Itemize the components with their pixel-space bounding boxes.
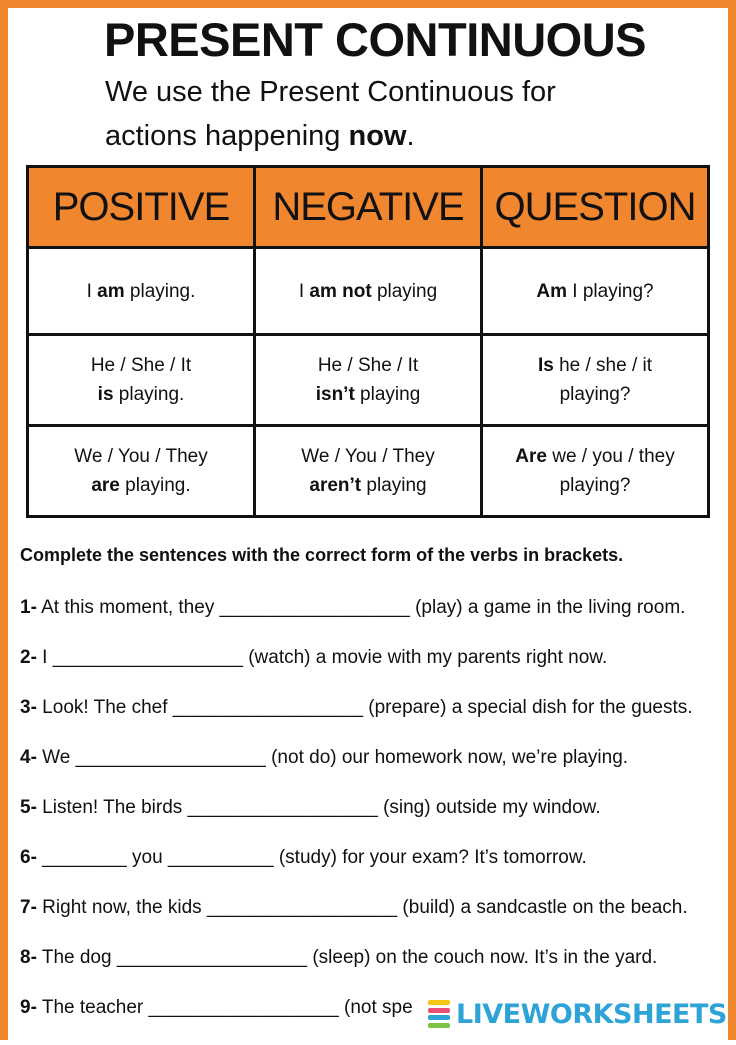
watermark <box>428 994 728 1034</box>
intro-line-2-end: . <box>406 120 415 152</box>
verb-emphasis: aren’t <box>309 475 362 496</box>
instruction: Complete the sentences with the correct form of the verbs in brackets. <box>20 545 624 565</box>
cell-negative <box>255 335 482 426</box>
cell-line <box>256 380 480 409</box>
cell-text: playing? <box>559 384 631 405</box>
exercise-sentence: Listen! The birds __________________ (sing) outside my window. <box>36 797 601 818</box>
cell-text: I <box>86 280 98 302</box>
verb-emphasis: is <box>97 384 114 405</box>
cell-line <box>483 351 707 380</box>
cell-text: playing <box>354 384 421 405</box>
exercise-number: 9- <box>20 997 37 1018</box>
intro-line-1: We use the Present Continuous for <box>105 76 556 108</box>
cell-text: playing. <box>119 475 191 496</box>
exercise-item <box>20 845 736 895</box>
exercise-sentence: Look! The chef __________________ (prepare) a special dish for the guests. <box>36 697 693 718</box>
exercise-sentence: At this moment, they __________________ (play) a game in the living room. <box>36 597 686 618</box>
intro-line-2 <box>105 114 665 158</box>
exercise-item <box>20 595 736 645</box>
exercise-number: 5- <box>20 797 37 818</box>
exercise-number: 3- <box>20 697 37 718</box>
cell-line <box>29 380 253 409</box>
verb-emphasis: Am <box>536 280 567 302</box>
exercise-item <box>20 945 736 995</box>
exercise-item <box>20 745 736 795</box>
exercise-number: 4- <box>20 747 37 768</box>
cell-text: He / She / It <box>317 355 419 376</box>
cell-text: playing <box>371 280 438 302</box>
cell-text: We / You / They <box>301 446 435 467</box>
verb-emphasis: am <box>97 280 125 302</box>
exercise-sentence: ________ you __________ (study) for your exam? It’s tomorrow. <box>36 847 587 868</box>
exercise-number: 8- <box>20 947 37 968</box>
cell-line <box>29 471 253 500</box>
table-row <box>28 426 709 517</box>
exercise-number: 2- <box>20 647 37 668</box>
cell-line <box>29 442 253 471</box>
cell-line <box>29 351 253 380</box>
verb-emphasis: Are <box>515 446 547 467</box>
cell-line <box>483 380 707 409</box>
cell-question <box>482 335 709 426</box>
cell-negative <box>255 248 482 335</box>
liveworksheets-logo-icon <box>428 1000 450 1028</box>
table-header-row <box>28 167 709 248</box>
cell-line <box>256 277 480 306</box>
exercise-sentence: I __________________ (watch) a movie with my parents right now. <box>36 647 608 668</box>
verb-emphasis: am not <box>309 280 372 302</box>
exercise-item <box>20 795 736 845</box>
cell-line <box>256 442 480 471</box>
cell-positive <box>28 248 255 335</box>
cell-text: I playing? <box>567 280 654 302</box>
cell-text: he / she / it <box>553 355 653 376</box>
verb-emphasis: Is <box>537 355 554 376</box>
cell-line <box>483 442 707 471</box>
exercise-item <box>20 895 736 945</box>
cell-text: playing? <box>559 475 631 496</box>
exercise-sentence: Right now, the kids __________________ (build) a sandcastle on the beach. <box>36 897 688 918</box>
exercise-sentence: The teacher __________________ (not spe <box>36 997 413 1018</box>
cell-positive <box>28 335 255 426</box>
table-row <box>28 335 709 426</box>
exercise-item <box>20 695 736 745</box>
exercise-item <box>20 645 736 695</box>
header-negative: NEGATIVE <box>255 167 482 248</box>
verb-emphasis: isn’t <box>315 384 355 405</box>
grammar-table <box>26 165 710 518</box>
exercise-number: 1- <box>20 597 37 618</box>
cell-line <box>256 471 480 500</box>
intro-text <box>105 70 665 158</box>
cell-negative <box>255 426 482 517</box>
cell-text: We / You / They <box>74 446 208 467</box>
verb-emphasis: are <box>91 475 120 496</box>
page-title: PRESENT CONTINUOUS <box>104 13 646 66</box>
cell-text: we / you / they <box>546 446 675 467</box>
intro-line-2-start: actions happening <box>105 120 349 152</box>
cell-line <box>483 471 707 500</box>
cell-text: playing. <box>124 280 196 302</box>
header-positive: POSITIVE <box>28 167 255 248</box>
cell-text: I <box>298 280 310 302</box>
cell-text: playing <box>361 475 427 496</box>
cell-positive <box>28 426 255 517</box>
watermark-text: LIVEWORKSHEETS <box>456 998 727 1030</box>
cell-line <box>256 351 480 380</box>
cell-question <box>482 426 709 517</box>
exercise-sentence: The dog __________________ (sleep) on the couch now. It’s in the yard. <box>36 947 658 968</box>
exercise-number: 6- <box>20 847 37 868</box>
cell-line <box>483 277 707 306</box>
table-row <box>28 248 709 335</box>
cell-question <box>482 248 709 335</box>
exercise-list <box>20 595 736 1045</box>
cell-line <box>29 277 253 306</box>
cell-text: playing. <box>113 384 185 405</box>
exercise-sentence: We __________________ (not do) our homework now, we’re playing. <box>36 747 629 768</box>
header-question: QUESTION <box>482 167 709 248</box>
intro-emphasis: now <box>348 120 407 152</box>
cell-text: He / She / It <box>90 355 192 376</box>
exercise-number: 7- <box>20 897 37 918</box>
